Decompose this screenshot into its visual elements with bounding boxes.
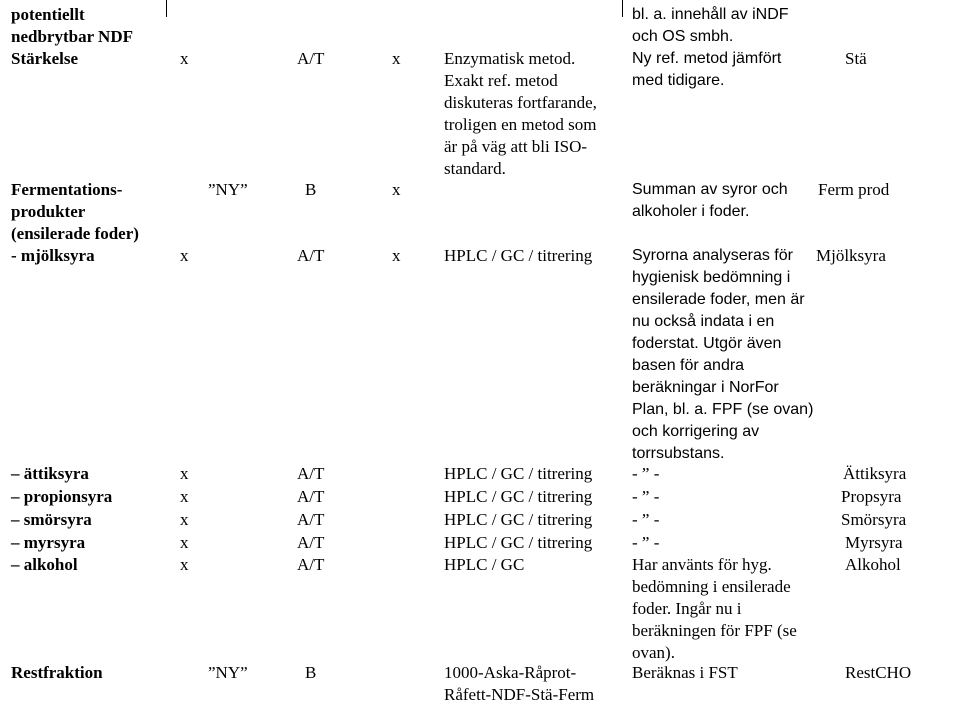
method: HPLC / GC / titrering	[444, 533, 593, 552]
abbreviation: Ferm prod	[818, 180, 890, 199]
row-name: – ättiksyra	[11, 464, 89, 483]
row-name: - mjölksyra	[11, 246, 95, 265]
col-1: x	[180, 49, 189, 68]
col-2: B	[305, 180, 317, 199]
comment-line: och korrigering av	[632, 423, 760, 440]
comment-line: beräkningar i NorFor	[632, 379, 779, 396]
method: HPLC / GC / titrering	[444, 246, 593, 265]
method-line: troligen en metod som	[444, 115, 597, 134]
row-name: – myrsyra	[11, 533, 86, 552]
comment-line: med tidigare.	[632, 72, 725, 89]
col-2: A/T	[297, 533, 325, 552]
col-1: x	[180, 487, 189, 506]
abbreviation: Smörsyra	[841, 510, 907, 529]
comment-line: beräkningen för FPF (se	[632, 621, 797, 640]
comment-line: Ny ref. metod jämfört	[632, 50, 782, 67]
method: HPLC / GC / titrering	[444, 487, 593, 506]
col-2: A/T	[297, 464, 325, 483]
row-comment-line-1: bl. a. innehåll av iNDF	[632, 6, 789, 23]
comment-line: Har använts för hyg.	[632, 555, 772, 574]
col-1: x	[180, 510, 189, 529]
row-name: Stärkelse	[11, 49, 79, 68]
method: HPLC / GC / titrering	[444, 510, 593, 529]
col-1: x	[180, 533, 189, 552]
row-name: – propionsyra	[11, 487, 113, 506]
col-2: A/T	[297, 555, 325, 574]
col-1: x	[180, 464, 189, 483]
comment-line: foderstat. Utgör även	[632, 335, 782, 352]
comment-line: Syrorna analyseras för	[632, 247, 793, 264]
comment-line: basen för andra	[632, 357, 745, 374]
method-line: standard.	[444, 159, 506, 178]
row-name-line: produkter	[11, 202, 86, 221]
col-2: A/T	[297, 49, 325, 68]
row-comment-line-2: och OS smbh.	[632, 28, 734, 45]
method-line: diskuteras fortfarande,	[444, 93, 597, 112]
col-3: x	[392, 246, 401, 265]
row-name: – smörsyra	[11, 510, 92, 529]
comment: - ” -	[632, 487, 660, 506]
abbreviation: Ättiksyra	[843, 464, 907, 483]
col-1: x	[180, 555, 189, 574]
comment-line: bedömning i ensilerade	[632, 577, 791, 596]
col-2: A/T	[297, 510, 325, 529]
comment-line: Plan, bl. a. FPF (se ovan)	[632, 401, 814, 418]
method-line: 1000-Aska-Råprot-	[444, 663, 577, 682]
method-line: är på väg att bli ISO-	[444, 137, 588, 156]
abbreviation: Mjölksyra	[816, 246, 886, 265]
col-2: A/T	[297, 487, 325, 506]
comment-line: torrsubstans.	[632, 445, 725, 462]
comment: - ” -	[632, 533, 660, 552]
col-2: B	[305, 663, 317, 682]
col-3: x	[392, 49, 401, 68]
abbreviation: Myrsyra	[845, 533, 903, 552]
row-label-line-1: potentiellt	[11, 5, 85, 24]
row-label-line-2: nedbrytbar NDF	[11, 27, 133, 46]
comment-line: ovan).	[632, 643, 675, 662]
abbreviation: Propsyra	[841, 487, 902, 506]
method-line: Exakt ref. metod	[444, 71, 558, 90]
method-line: Enzymatisk metod.	[444, 49, 576, 68]
column-border-1	[166, 0, 167, 17]
comment-line: foder. Ingår nu i	[632, 599, 742, 618]
col-2: A/T	[297, 246, 325, 265]
row-name-line: (ensilerade foder)	[11, 224, 139, 243]
method: HPLC / GC / titrering	[444, 464, 593, 483]
row-name: – alkohol	[11, 555, 78, 574]
comment-line: alkoholer i foder.	[632, 203, 750, 220]
comment-line: hygienisk bedömning i	[632, 269, 791, 286]
comment: - ” -	[632, 464, 660, 483]
col-3: x	[392, 180, 401, 199]
col-1: ”NY”	[208, 180, 248, 199]
comment: Beräknas i FST	[632, 663, 738, 682]
column-border-2	[622, 0, 623, 17]
row-name: Restfraktion	[11, 663, 103, 682]
comment-line: nu också indata i en	[632, 313, 775, 330]
row-name-line: Fermentations-	[11, 180, 123, 199]
method: HPLC / GC	[444, 555, 525, 574]
comment-line: Summan av syror och	[632, 181, 788, 198]
col-1: x	[180, 246, 189, 265]
abbreviation: RestCHO	[845, 663, 912, 682]
comment-line: ensilerade foder, men är	[632, 291, 805, 308]
abbreviation: Alkohol	[845, 555, 901, 574]
abbreviation: Stä	[845, 49, 867, 68]
col-1: ”NY”	[208, 663, 248, 682]
method-line: Råfett-NDF-Stä-Ferm	[444, 685, 595, 704]
comment: - ” -	[632, 510, 660, 529]
